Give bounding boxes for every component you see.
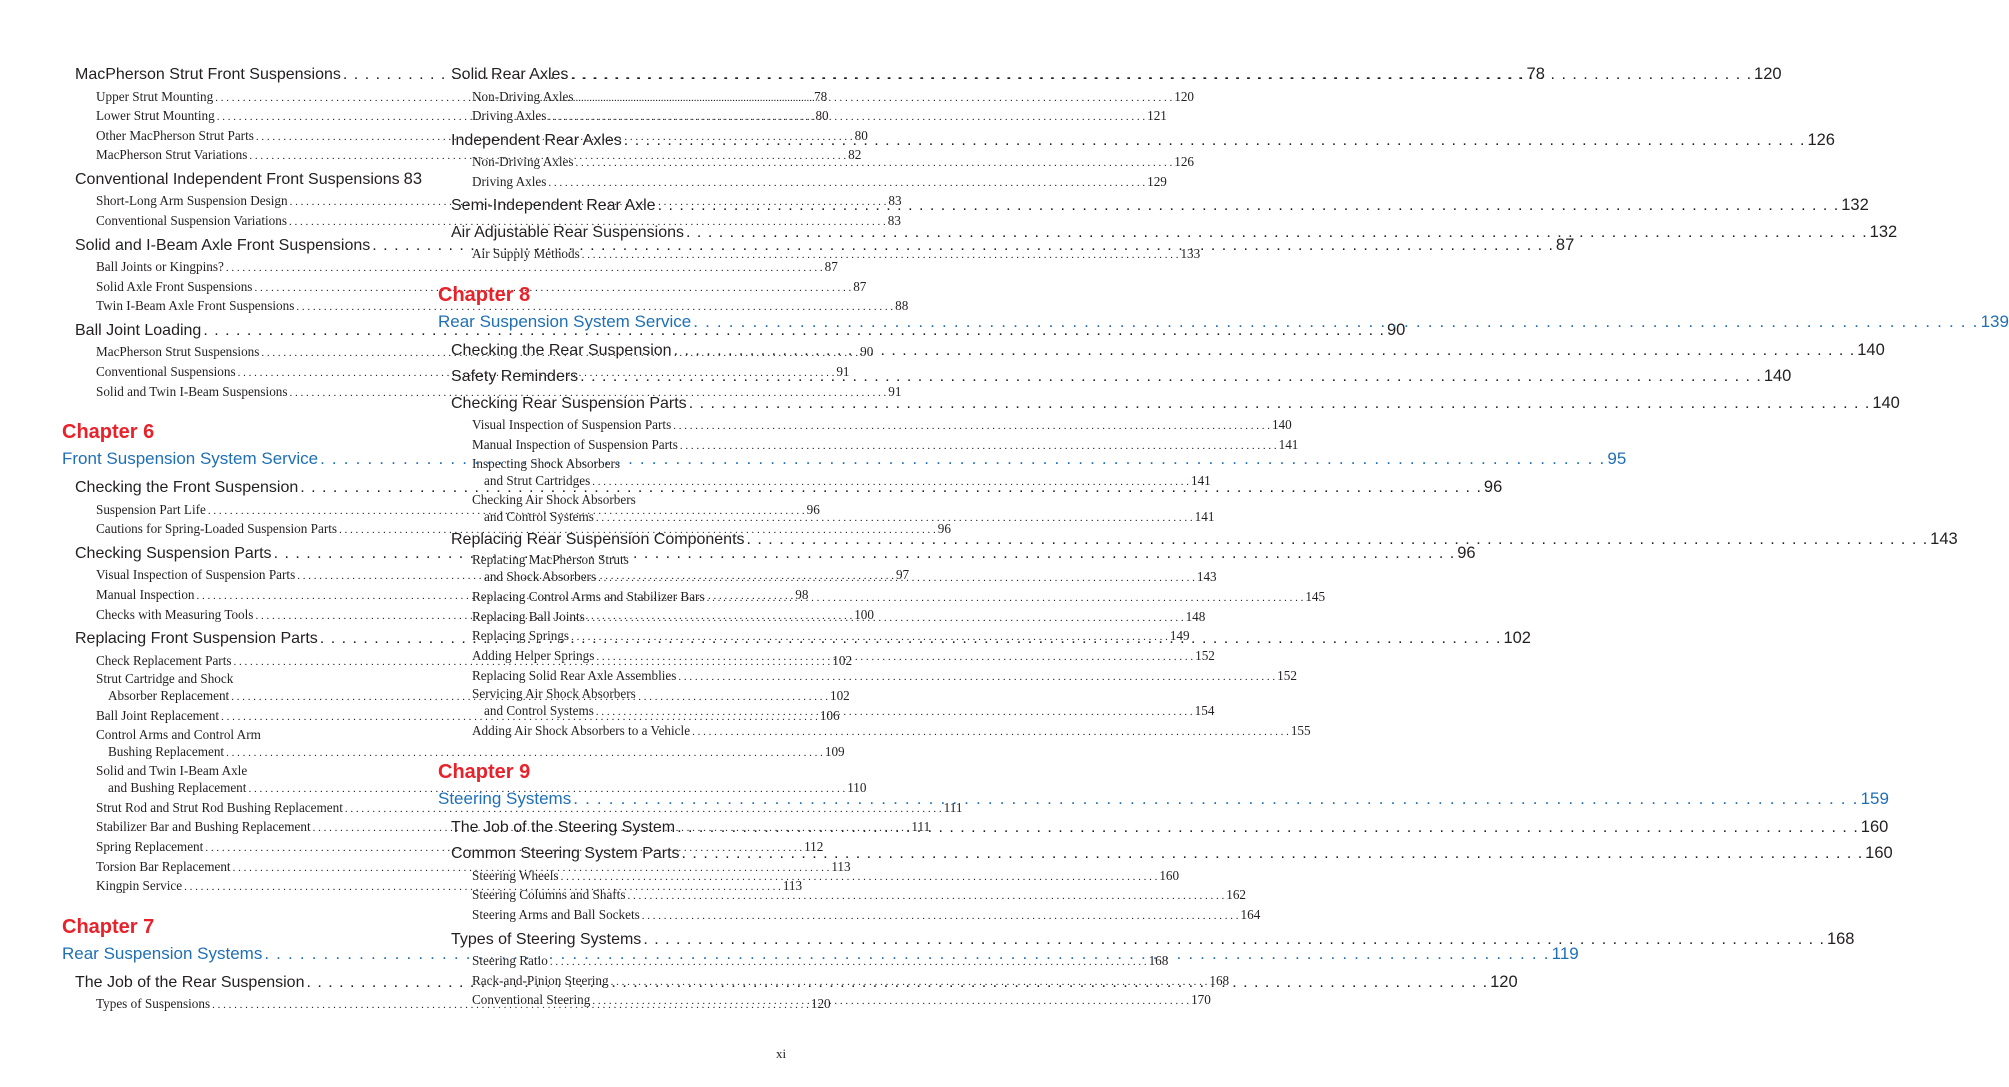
- toc-subsection-page: 87: [853, 278, 867, 294]
- toc-section-title: Independent Rear Axles: [451, 131, 622, 149]
- toc-subsection-title: Steering Ratio: [472, 953, 548, 968]
- toc-subsection-line2[interactable]: [472, 472, 1211, 489]
- toc-section-title: Checking Rear Suspension Parts: [451, 394, 687, 412]
- toc-subsection-page: 152: [1195, 647, 1215, 663]
- chapter-label: Chapter 6: [62, 421, 155, 444]
- toc-section-title: Conventional Independent Front Suspensions: [75, 170, 400, 188]
- toc-subsection[interactable]: [438, 415, 1292, 435]
- toc-subsection-page: 98: [795, 586, 809, 602]
- toc-subsection-title: Twin I-Beam Axle Front Suspensions: [96, 298, 295, 314]
- toc-subsection-title: Non-Driving Axles: [472, 88, 574, 104]
- toc-section-page: 102: [1503, 629, 1531, 648]
- toc-subsection-line2-page: 143: [1196, 569, 1217, 585]
- toc-section[interactable]: [438, 392, 1900, 416]
- toc-subsection-line2-title: Absorber Replacement: [108, 688, 230, 704]
- toc-subsection-title: Driving Axles: [472, 108, 547, 124]
- toc-section-page: 96: [1457, 543, 1476, 562]
- toc-subsection-page: 80: [854, 127, 868, 143]
- toc-subsection-page: 168: [1148, 953, 1169, 968]
- dot-leader: [548, 106, 1145, 128]
- toc-subsection[interactable]: [438, 244, 1201, 264]
- dot-leader: [643, 928, 1825, 952]
- toc-section-title: Safety Reminders: [451, 368, 579, 386]
- toc-subsection-page: 141: [1278, 437, 1299, 453]
- toc-subsection-page: 120: [1174, 88, 1194, 104]
- toc-subsection-page: 149: [1169, 628, 1190, 644]
- dot-leader: [548, 172, 1145, 194]
- dot-leader: [627, 885, 1224, 907]
- dot-leader: [642, 905, 1239, 927]
- toc-section-title: Checking Suspension Parts: [75, 544, 272, 562]
- toc-subsection-line2-title: and Control Systems: [484, 508, 594, 524]
- toc-section-title: Checking the Front Suspension: [75, 479, 299, 497]
- toc-subsection-page: 106: [819, 708, 840, 724]
- dot-leader: [686, 221, 1868, 245]
- dot-leader: [624, 129, 1806, 153]
- toc-section-title: Types of Steering Systems: [451, 930, 642, 948]
- toc-subsection-title: Check Replacement Parts: [96, 652, 232, 668]
- toc-subsection-page: 126: [1174, 154, 1194, 170]
- toc-section-page: 143: [1930, 529, 1958, 548]
- toc-subsection-page: 96: [937, 521, 951, 537]
- chapter-title-page: 139: [1980, 311, 2009, 331]
- toc-section-page: 126: [1807, 130, 1835, 149]
- dot-leader: [693, 308, 1978, 336]
- dot-leader: [596, 702, 1193, 721]
- toc-section-page: 87: [1555, 235, 1575, 254]
- toc-section-page: 140: [1872, 393, 1900, 412]
- toc-subsection-page: 133: [1180, 246, 1201, 262]
- toc-subsection-page: 100: [854, 606, 874, 622]
- chapter-label: Chapter 9: [438, 760, 531, 783]
- toc-section-page: 78: [1526, 65, 1545, 83]
- dot-leader: [674, 339, 1856, 363]
- toc-subsection-page: 113: [782, 878, 803, 894]
- dot-leader: [587, 607, 1184, 629]
- toc-section-page: 160: [1865, 844, 1893, 863]
- dot-leader: [677, 816, 1859, 840]
- toc-subsection-line2[interactable]: [96, 779, 867, 796]
- toc-subsection-page: 91: [836, 363, 850, 379]
- chapter-title-page: 119: [1551, 943, 1579, 963]
- toc-subsection-line2-page: 141: [1194, 508, 1215, 524]
- toc-subsection-page: 148: [1185, 608, 1206, 624]
- toc-subsection-title: Adding Helper Springs: [472, 647, 595, 663]
- dot-leader: [573, 785, 1858, 813]
- toc-section-page: 120: [1754, 65, 1782, 83]
- toc-section-title: The Job of the Rear Suspension: [75, 973, 305, 991]
- toc-subsection-title: Short-Long Arm Suspension Design: [96, 193, 288, 209]
- toc-section-title: Semi-Independent Rear Axle: [451, 197, 656, 215]
- toc-subsection-title: Solid Axle Front Suspensions: [96, 278, 253, 294]
- toc-subsection-page: 113: [831, 858, 851, 874]
- dot-leader: [596, 508, 1193, 527]
- toc-section-page: 140: [1857, 340, 1885, 359]
- toc-subsection-title: Types of Suspensions: [96, 996, 211, 1012]
- toc-subsection-page: 91: [888, 383, 902, 399]
- toc-subsection-page: 90: [860, 344, 874, 360]
- toc-subsection-title: Checks with Measuring Tools: [96, 606, 254, 622]
- toc-subsection[interactable]: [438, 971, 1230, 991]
- toc-section-title: The Job of the Steering System: [451, 818, 676, 836]
- toc-subsection-line2-title: and Control Systems: [484, 703, 594, 719]
- dot-leader: [596, 646, 1193, 668]
- toc-subsection-line2-page: 102: [829, 688, 850, 704]
- toc-section-title: Checking the Rear Suspension: [451, 341, 672, 359]
- dot-leader: [580, 365, 1762, 389]
- toc-section-page: 140: [1763, 367, 1792, 386]
- toc-subsection-page: 112: [804, 838, 824, 854]
- toc-subsection-page: 162: [1226, 887, 1247, 903]
- toc-subsection-line2-title: and Bushing Replacement: [108, 779, 247, 795]
- chapter-title-title: Steering Systems: [438, 788, 572, 808]
- toc-section-page: 90: [1386, 320, 1406, 339]
- toc-section-page: 168: [1826, 929, 1855, 948]
- toc-subsection-title: Visual Inspection of Suspension Parts: [96, 567, 296, 583]
- toc-subsection[interactable]: [62, 211, 901, 231]
- toc-subsection-title: Lower Strut Mounting: [96, 108, 215, 124]
- toc-subsection-title: Replacing Control Arms and Stabilizer Bars: [472, 589, 705, 605]
- toc-subsection-title-line1: Strut Cartridge and Shock: [96, 671, 234, 687]
- toc-subsection-title: Visual Inspection of Suspension Parts: [472, 417, 672, 433]
- toc-subsection-page: 96: [806, 501, 820, 517]
- toc-section[interactable]: [438, 928, 1855, 952]
- toc-subsection-page: 170: [1191, 992, 1211, 1008]
- dot-leader: [575, 87, 1172, 109]
- dot-leader: [550, 951, 1147, 973]
- toc-subsection-title: Driving Axles: [472, 173, 547, 189]
- toc-subsection-line2-page: 109: [824, 743, 845, 759]
- toc-subsection-title: Replacing Solid Rear Axle Assemblies: [472, 667, 677, 683]
- toc-subsection-title: Rack-and-Pinion Steering: [472, 972, 609, 988]
- toc-subsection-title: Manual Inspection: [96, 586, 195, 602]
- toc-subsection-title: Air Supply Methods: [472, 246, 580, 262]
- toc-subsection-page: 121: [1147, 108, 1167, 124]
- toc-subsection-page: 111: [943, 799, 963, 815]
- dot-leader: [689, 392, 1871, 416]
- toc-subsection-title: MacPherson Strut Suspensions: [96, 344, 260, 360]
- toc-subsection-title: Steering Columns and Shafts: [472, 887, 626, 903]
- toc-subsection[interactable]: [438, 721, 1311, 741]
- toc-subsection-page: 97: [895, 567, 910, 583]
- toc-subsection-page: 88: [895, 298, 909, 314]
- toc-subsection-title-line1: Replacing MacPherson Struts: [472, 552, 629, 568]
- toc-subsection-page: 111: [911, 819, 931, 835]
- toc-section-title: Common Steering System Parts: [451, 845, 680, 863]
- dot-leader: [658, 194, 1840, 218]
- toc-subsection[interactable]: [438, 666, 1297, 686]
- toc-subsection-page: 102: [832, 652, 853, 668]
- toc-subsection[interactable]: [438, 626, 1190, 646]
- page-number: xi: [776, 1046, 787, 1061]
- toc-subsection[interactable]: [438, 905, 1261, 925]
- toc-section-title: Replacing Rear Suspension Components: [451, 530, 745, 548]
- toc-subsection[interactable]: [438, 455, 1211, 489]
- toc-subsection-title: Steering Wheels: [472, 867, 559, 883]
- toc-subsection-line2-page: 154: [1194, 703, 1215, 719]
- dot-leader: [673, 415, 1270, 437]
- toc-subsection-title: Non-Driving Axles: [472, 154, 574, 170]
- dot-leader: [707, 587, 1304, 609]
- dot-leader: [582, 244, 1179, 266]
- dot-leader: [598, 568, 1195, 587]
- toc-subsection-title: Conventional Suspensions: [96, 363, 236, 379]
- chapter-title-page: 95: [1607, 449, 1627, 469]
- toc-section-page: 83: [403, 169, 423, 188]
- toc-section-page: 132: [1841, 196, 1869, 215]
- toc-section-page: 160: [1860, 817, 1889, 836]
- toc-subsection-page: 83: [888, 193, 902, 209]
- dot-leader: [678, 666, 1275, 688]
- toc-subsection-title: Replacing Springs: [472, 628, 570, 644]
- toc-subsection-page: 129: [1147, 173, 1167, 189]
- toc-subsection-page: 160: [1159, 867, 1180, 883]
- toc-subsection-line2[interactable]: [96, 743, 845, 760]
- toc-section-title: Solid and I-Beam Axle Front Suspensions: [75, 236, 371, 254]
- toc-section[interactable]: [62, 168, 423, 192]
- chapter-title-title: Front Suspension System Service: [62, 449, 319, 469]
- toc-subsection-title: MacPherson Strut Variations: [96, 147, 248, 163]
- toc-subsection-title: Upper Strut Mounting: [96, 88, 214, 104]
- toc-subsection-page: 164: [1240, 906, 1261, 922]
- toc-subsection-page: 152: [1277, 667, 1297, 683]
- toc-subsection-title-line1: Solid and Twin I-Beam Axle: [96, 762, 248, 778]
- toc-subsection-title: Conventional Suspension Variations: [96, 212, 287, 228]
- dot-leader: [592, 990, 1189, 1012]
- dot-leader: [680, 435, 1277, 457]
- toc-section-title: Ball Joint Loading: [75, 321, 202, 339]
- toc-subsection-page: 87: [824, 259, 838, 275]
- toc-subsection-page: 80: [815, 108, 829, 124]
- dot-leader: [611, 971, 1208, 993]
- dot-leader: [575, 152, 1172, 174]
- chapter-title-title: Rear Suspension System Service: [438, 311, 692, 331]
- toc-subsection[interactable]: [62, 296, 909, 316]
- toc-subsection-line2-page: 141: [1190, 472, 1211, 488]
- toc-subsection-title-line1: Checking Air Shock Absorbers: [472, 491, 636, 507]
- toc-subsection-title: Kingpin Service: [96, 878, 183, 894]
- toc-subsection-line2-title: and Shock Absorbers: [484, 569, 597, 585]
- toc-subsection-title-line1: Inspecting Shock Absorbers: [472, 455, 620, 471]
- dot-leader: [570, 63, 1752, 87]
- toc-subsection-page: 83: [887, 212, 901, 228]
- toc-subsection-line2-title: Bushing Replacement: [108, 743, 225, 759]
- dot-leader: [592, 472, 1189, 491]
- toc-subsection[interactable]: [62, 257, 838, 277]
- chapter-label: Chapter 8: [438, 283, 531, 306]
- toc-subsection-title: Other MacPherson Strut Parts: [96, 127, 254, 143]
- chapter-title-title: Rear Suspension Systems: [62, 943, 263, 963]
- toc-subsection-title: Stabilizer Bar and Bushing Replacement: [96, 819, 311, 835]
- toc-section-page: 132: [1869, 222, 1898, 241]
- toc-section-page: 96: [1483, 478, 1503, 497]
- dot-leader: [747, 528, 1929, 552]
- toc-subsection-title: Manual Inspection of Suspension Parts: [472, 437, 678, 453]
- toc-subsection-title: Suspension Part Life: [96, 501, 206, 517]
- toc-subsection[interactable]: [438, 951, 1169, 971]
- toc-subsection-title: Replacing Ball Joints: [472, 608, 585, 624]
- toc-subsection[interactable]: [438, 435, 1299, 455]
- toc-subsection[interactable]: [62, 382, 902, 402]
- toc-subsection-title-line1: Servicing Air Shock Absorbers: [472, 686, 636, 702]
- toc-subsection[interactable]: [438, 172, 1167, 192]
- dot-leader: [692, 721, 1289, 743]
- dot-leader: [571, 626, 1168, 648]
- toc-section-page: 120: [1490, 972, 1518, 991]
- toc-section-title: Solid Rear Axles: [451, 66, 569, 83]
- toc-subsection-page: 82: [848, 147, 862, 163]
- toc-subsection-title: Ball Joints or Kingpins?: [96, 259, 224, 275]
- dot-leader: [682, 842, 1864, 866]
- toc-subsection-page: 168: [1209, 972, 1230, 988]
- chapter-title-page: 159: [1860, 788, 1889, 808]
- toc-subsection-title-line1: Control Arms and Control Arm: [96, 726, 261, 742]
- toc-subsection-line2-page: 110: [847, 779, 867, 795]
- toc-section-title: Replacing Front Suspension Parts: [75, 630, 318, 648]
- toc-subsection-line2-title: and Strut Cartridges: [484, 472, 591, 488]
- toc-subsection-page: 155: [1290, 723, 1311, 739]
- toc-subsection-page: 78: [813, 88, 828, 104]
- toc-subsection-title: Cautions for Spring-Loaded Suspension Parts: [96, 521, 338, 537]
- toc-subsection-page: 120: [810, 996, 831, 1012]
- toc-subsection-title: Strut Rod and Strut Rod Bushing Replacement: [96, 799, 343, 815]
- toc-subsection-title: Torsion Bar Replacement: [96, 858, 231, 874]
- toc-subsection-page: 145: [1305, 589, 1326, 605]
- toc-section-title: MacPherson Strut Front Suspensions: [75, 66, 341, 83]
- toc-subsection-title: Ball Joint Replacement: [96, 708, 220, 724]
- toc-subsection-title: Spring Replacement: [96, 838, 204, 854]
- toc-subsection-page: 140: [1271, 417, 1292, 433]
- toc-subsection-title: Adding Air Shock Absorbers to a Vehicle: [472, 723, 691, 739]
- toc-subsection-title: Steering Arms and Ball Sockets: [472, 906, 640, 922]
- chapter-label: Chapter 7: [62, 915, 155, 938]
- toc-section-title: Air Adjustable Rear Suspensions: [451, 223, 685, 241]
- toc-subsection-title: Conventional Steering: [472, 992, 591, 1008]
- dot-leader: [561, 866, 1158, 888]
- toc-subsection-title: Solid and Twin I-Beam Suspensions: [96, 383, 288, 399]
